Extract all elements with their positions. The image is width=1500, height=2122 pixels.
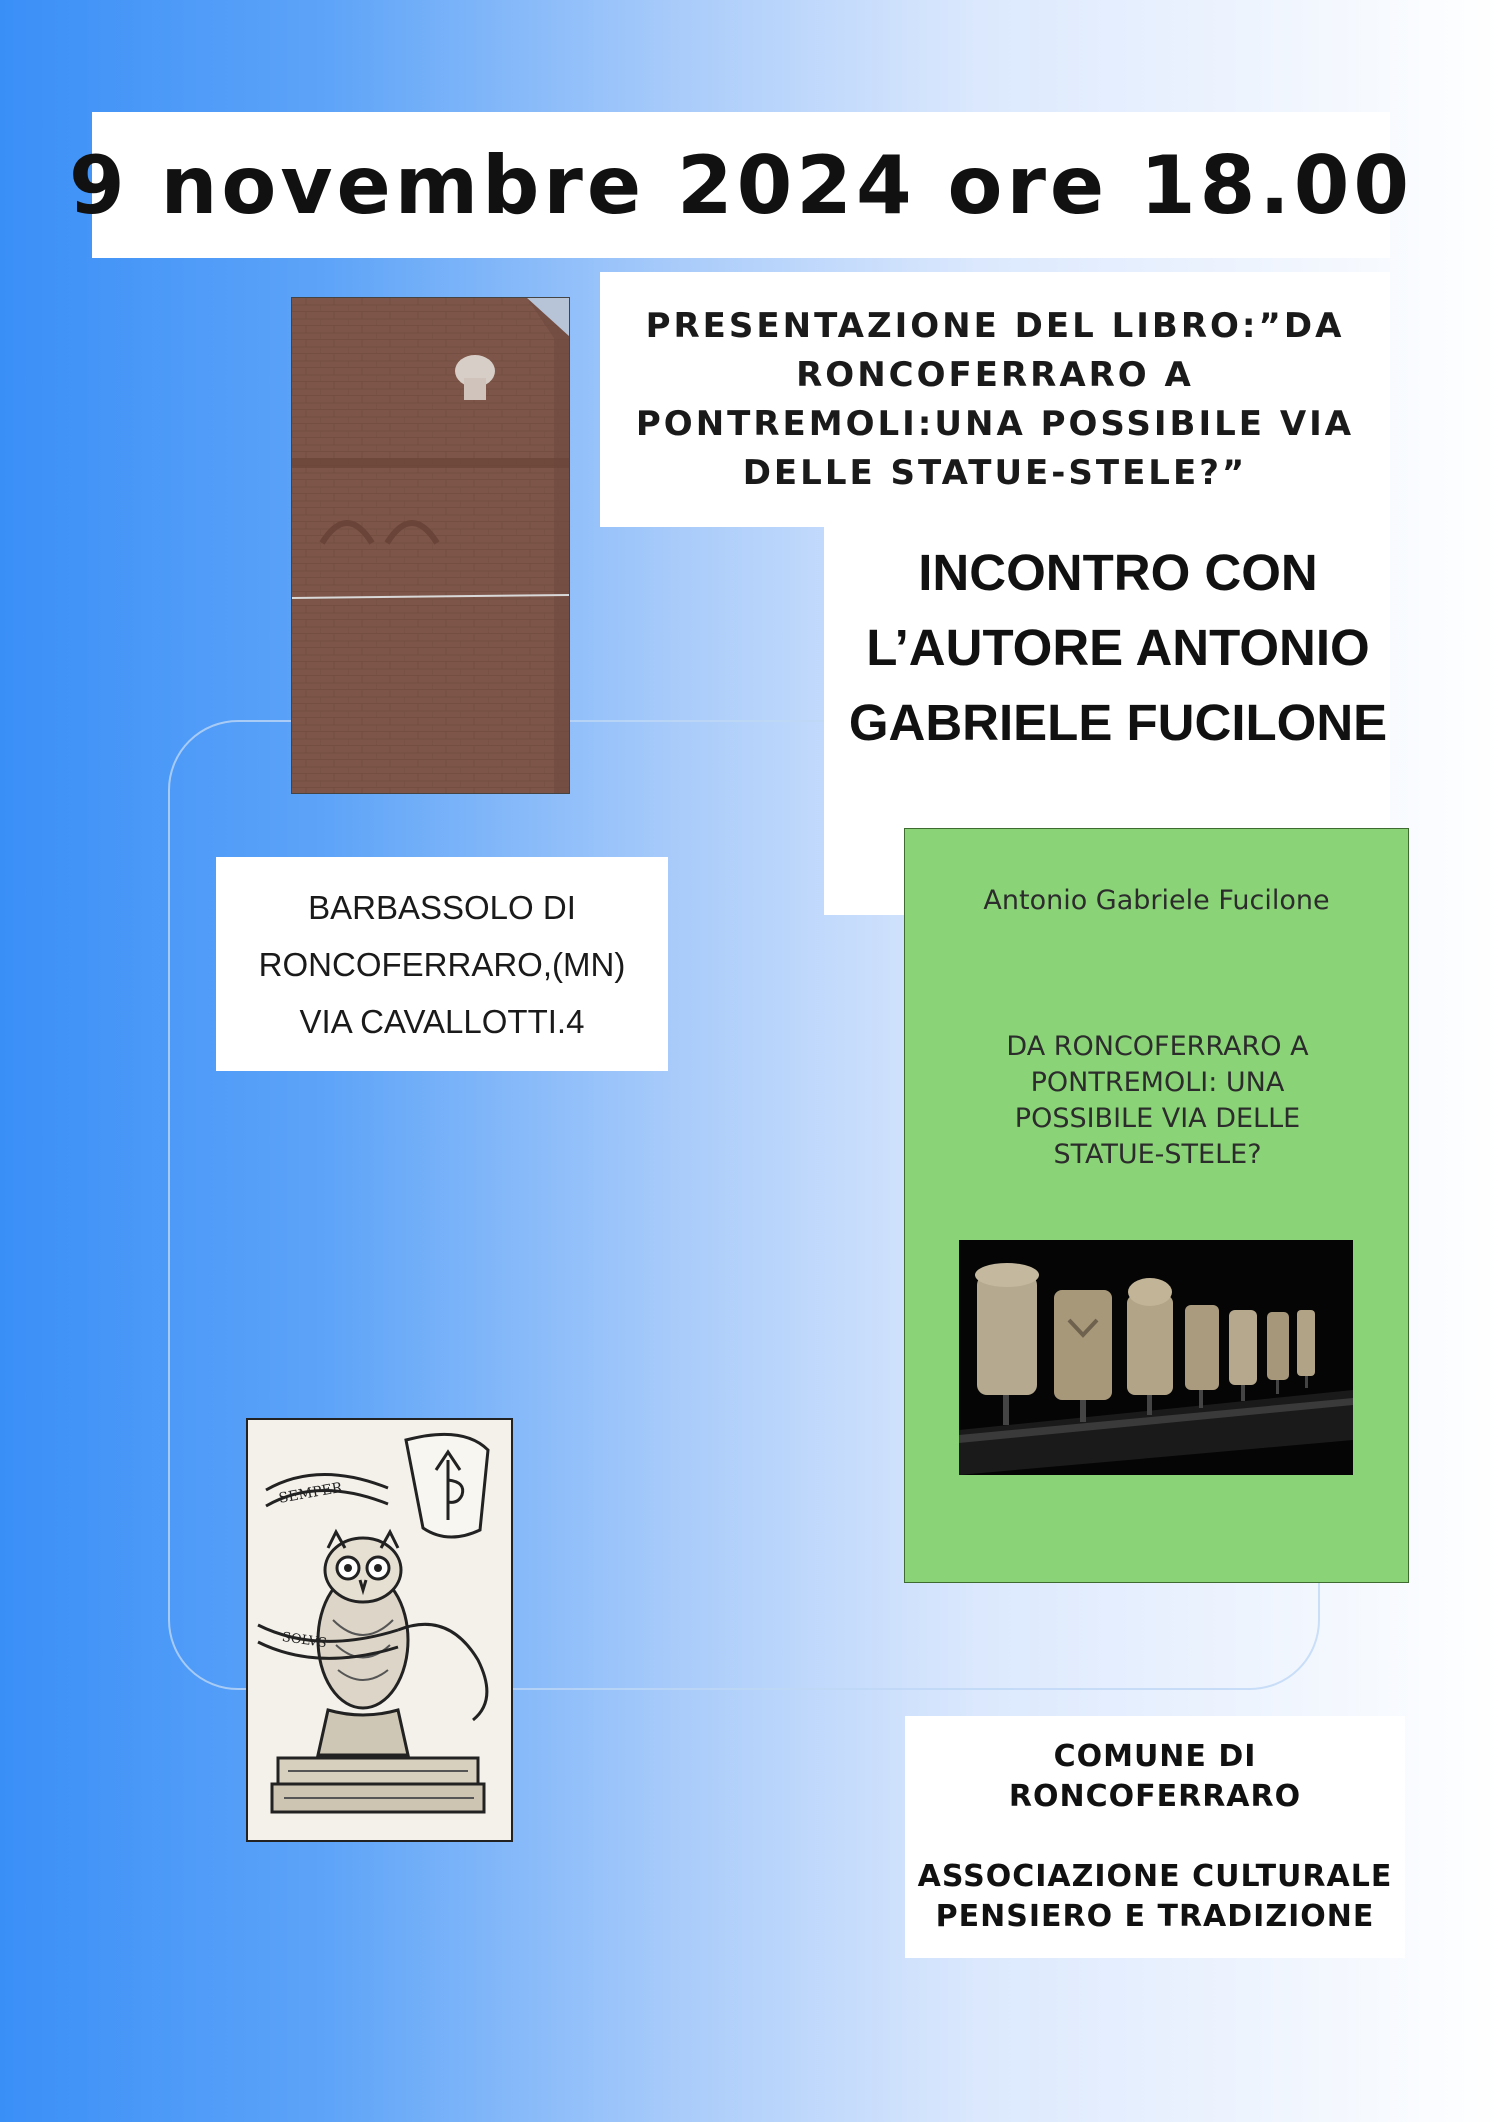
venue-line: VIA CAVALLOTTI.4 [299, 1002, 585, 1040]
association-line: PENSIERO E TRADIZIONE [935, 1899, 1375, 1934]
tower-photo-drawing [292, 298, 570, 794]
ex-libris-scroll-top: SEMPER [277, 1479, 344, 1507]
book-cover-author: Antonio Gabriele Fucilone [983, 885, 1330, 916]
book-cover-title-line: POSSIBILE VIA DELLE [1014, 1103, 1301, 1134]
book-cover-title-line: DA RONCOFERRARO A [1006, 1031, 1309, 1062]
ex-libris-owl-image [246, 1418, 513, 1842]
statue-steles-photo [959, 1240, 1353, 1475]
book-cover-title-line: STATUE-STELE? [1053, 1139, 1262, 1170]
municipality-line: COMUNE DI [1053, 1739, 1257, 1774]
book-presentation-line: RONCOFERRARO A [796, 354, 1194, 395]
book-presentation-line: PRESENTAZIONE DEL LIBRO:”DA [645, 305, 1345, 346]
tower-photo [291, 297, 570, 794]
municipality-line: RONCOFERRARO [1008, 1779, 1302, 1814]
book-presentation-box [600, 272, 1390, 527]
venue-line: RONCOFERRARO,(MN) [258, 945, 626, 983]
organizers-box [905, 1716, 1405, 1958]
venue-address-box [216, 857, 668, 1071]
statue-steles-drawing [959, 1240, 1353, 1475]
book-cover-title-line: PONTREMOLI: UNA [1030, 1067, 1285, 1098]
meeting-line: GABRIELE FUCILONE [848, 694, 1388, 751]
event-date-time: 9 novembre 2024 ore 18.00 [68, 138, 1414, 232]
meeting-text [824, 535, 1412, 760]
book-presentation-line: PONTREMOLI:UNA POSSIBILE VIA [635, 403, 1355, 444]
event-date-banner [68, 112, 1414, 258]
ex-libris-scroll-bottom: SOLVS [280, 1630, 328, 1652]
book-cover-title [945, 1029, 1370, 1173]
meeting-line: L’AUTORE ANTONIO [866, 619, 1370, 676]
book-presentation-line: DELLE STATUE-STELE?” [742, 452, 1248, 493]
book-cover [904, 828, 1409, 1583]
association-line: ASSOCIAZIONE CULTURALE [917, 1859, 1393, 1894]
meeting-line: INCONTRO CON [918, 544, 1318, 601]
venue-line: BARBASSOLO DI [308, 888, 576, 926]
ex-libris-owl-drawing [248, 1420, 511, 1840]
